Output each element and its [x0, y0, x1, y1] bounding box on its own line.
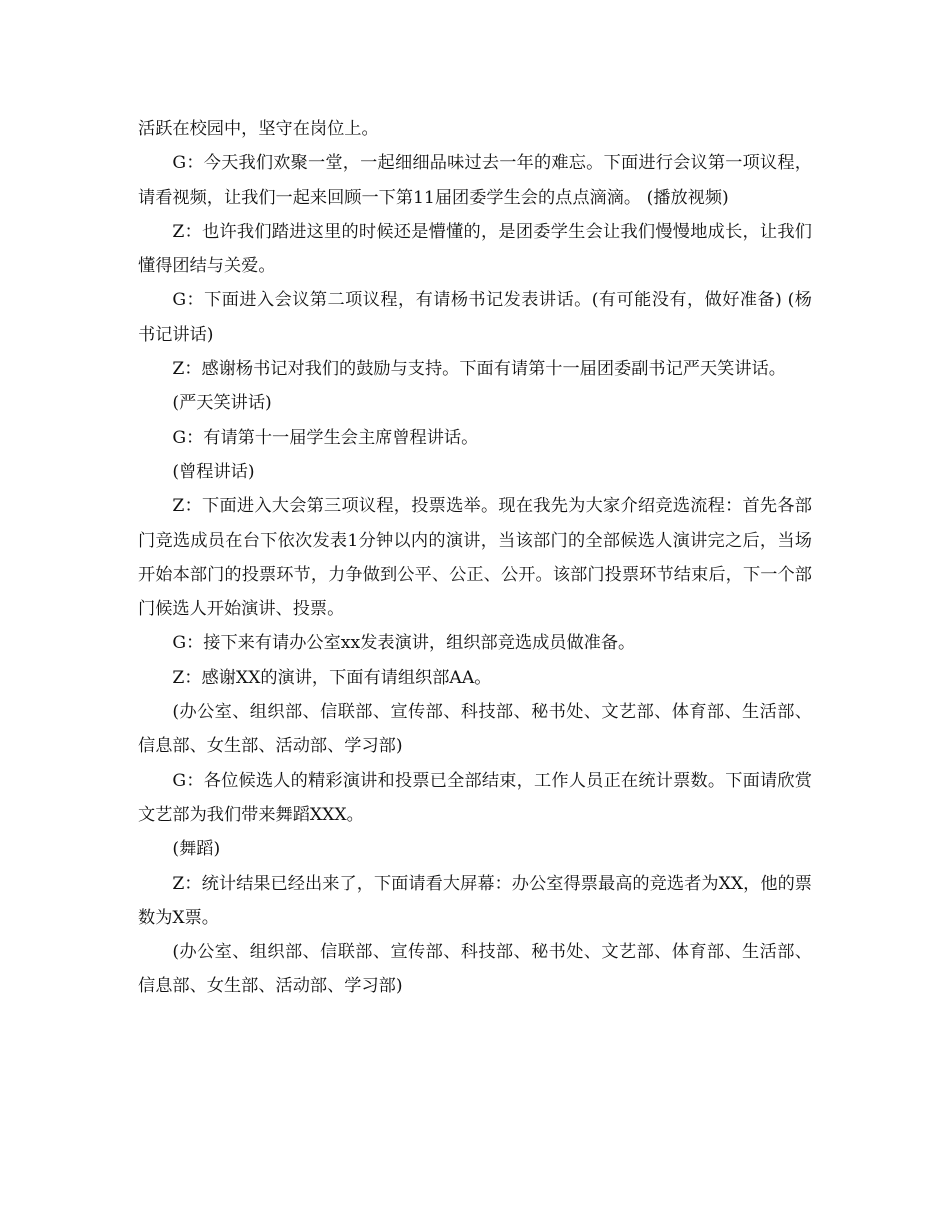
paragraph: Z：统计结果已经出来了，下面请看大屏幕：办公室得票最高的竞选者为XX，他的票数为X票。 — [138, 873, 812, 928]
paragraph: G：下面进入会议第二项议程，有请杨书记发表讲话。(有可能没有，做好准备) (杨书记讲话) — [138, 290, 812, 345]
paragraph: Z：下面进入大会第三项议程，投票选举。现在我先为大家介绍竞选流程：首先各部门竞选成员在台下依次发表1分钟以内的演讲，当该部门的全部候选人演讲完之后，当场开始本部门的投票环节，力争做到公平、公正、公开。该部门投票环节结束后，下一个部门候选人开始演讲、投票。 — [138, 496, 812, 620]
paragraph: G：各位候选人的精彩演讲和投票已全部结束，工作人员正在统计票数。下面请欣赏文艺部为我们带来舞蹈XXX。 — [138, 770, 812, 825]
paragraph: (舞蹈) — [172, 839, 221, 860]
paragraph: (曾程讲话) — [172, 461, 255, 482]
paragraph: (办公室、组织部、信联部、宣传部、科技部、秘书处、文艺部、体育部、生活部、信息部、女生部、活动部、学习部) — [138, 702, 812, 757]
paragraph: G：有请第十一届学生会主席曾程讲话。 — [172, 427, 479, 448]
paragraph: (严天笑讲话) — [172, 393, 272, 414]
paragraph: Z：感谢杨书记对我们的鼓励与支持。下面有请第十一届团委副书记严天笑讲话。 — [172, 359, 786, 380]
paragraph: G：接下来有请办公室xx发表演讲，组织部竞选成员做准备。 — [172, 633, 636, 654]
paragraph: G：今天我们欢聚一堂，一起细细品味过去一年的难忘。下面进行会议第一项议程，请看视频，让我们一起来回顾一下第11届团委学生会的点点滴滴。 (播放视频) — [138, 153, 812, 208]
paragraph: 活跃在校园中，坚守在岗位上。 — [138, 119, 379, 139]
paragraph: Z：也许我们踏进这里的时候还是懵懂的，是团委学生会让我们慢慢地成长，让我们懂得团结与关爱。 — [138, 221, 812, 277]
document-body — [138, 112, 812, 1004]
paragraph: (办公室、组织部、信联部、宣传部、科技部、秘书处、文艺部、体育部、生活部、信息部、女生部、活动部、学习部) — [138, 942, 812, 997]
paragraph: Z：感谢XX的演讲，下面有请组织部AA。 — [172, 667, 492, 688]
